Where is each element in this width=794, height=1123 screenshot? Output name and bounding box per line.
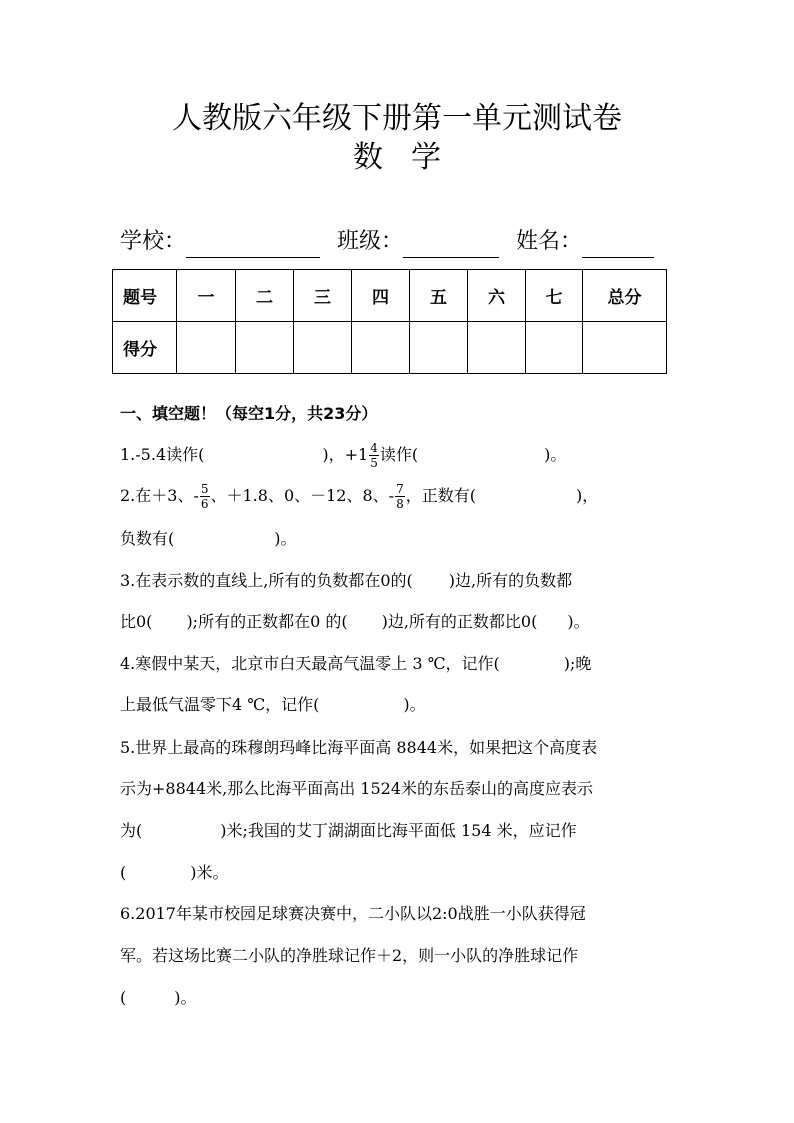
q1-frac-den: 5 <box>370 456 378 470</box>
q5-line4-a: ( <box>120 863 127 882</box>
question-5-line-2: 示为+8844米,那么比海平面高出 1524米的东岳泰山的高度应表示 <box>120 779 594 798</box>
q3-line2-d: )。 <box>567 612 590 631</box>
q2-line2-a: 负数有( <box>120 529 175 548</box>
score-table-header-cell: 二 <box>236 270 294 322</box>
q6-line3-b: )。 <box>174 988 197 1007</box>
question-4-line-2 <box>120 691 426 719</box>
score-cell[interactable] <box>352 322 410 374</box>
score-table-header-label: 题号 <box>113 270 177 322</box>
q1-frac-num: 4 <box>370 441 378 455</box>
q2-frac1-num: 5 <box>200 482 209 496</box>
q3-line1-a: 3.在表示数的直线上,所有的负数都在0的( <box>120 571 413 590</box>
q2-text-c: ，正数有( <box>405 486 476 505</box>
score-table-header-total: 总分 <box>583 270 667 322</box>
score-table-header-row <box>113 270 667 322</box>
q4-line1-b: );晚 <box>563 654 592 673</box>
q6-line3-a: ( <box>120 988 127 1007</box>
name-blank[interactable] <box>582 231 654 258</box>
q2-text-a: 2.在＋3、- <box>120 486 199 505</box>
score-table-header-cell: 七 <box>526 270 583 322</box>
score-row-label: 得分 <box>113 322 177 374</box>
score-cell[interactable] <box>410 322 468 374</box>
school-label: 学校： <box>120 229 187 254</box>
q4-line1-a: 4.寒假中某天，北京市白天最高气温零上 3 ℃，记作( <box>120 654 500 673</box>
score-table <box>112 269 667 374</box>
q2-frac2-num: 7 <box>396 482 404 496</box>
class-label: 班级： <box>337 229 404 254</box>
q5-line3-b: )米;我国的艾丁湖湖面比海平面低 154 米，应记作 <box>220 821 577 840</box>
score-table-header-cell: 五 <box>410 270 468 322</box>
q2-line2-b: )。 <box>274 529 297 548</box>
q2-frac1-den: 6 <box>200 497 209 511</box>
q2-fraction-2 <box>395 482 405 511</box>
q5-line4-b: )米。 <box>190 863 229 882</box>
page-title: 人教版六年级下册第一单元测试卷 <box>172 101 622 136</box>
score-table-header-cell: 六 <box>468 270 526 322</box>
score-table-header-cell: 四 <box>352 270 410 322</box>
score-table-header-cell: 三 <box>294 270 352 322</box>
score-cell[interactable] <box>236 322 294 374</box>
score-table-header-cell: 一 <box>177 270 236 322</box>
subject-title: 数学 <box>353 140 469 175</box>
q5-line3-a: 为( <box>120 821 143 840</box>
q2-frac2-den: 8 <box>396 497 404 511</box>
question-2-line-2 <box>120 525 297 553</box>
q1-text-c: 读作( <box>379 445 419 464</box>
question-4 <box>120 650 591 678</box>
question-5-line-3 <box>120 817 577 845</box>
q1-text-b: )，+1 <box>322 445 369 464</box>
score-total-cell[interactable] <box>583 322 667 374</box>
question-5: 5.世界上最高的珠穆朗玛峰比海平面高 8844米，如果把这个高度表 <box>120 738 598 757</box>
q2-text-b: 、＋1.8、0、－12、8、- <box>210 486 395 505</box>
q1-text-a: 1.-5.4读作( <box>120 445 205 464</box>
question-2 <box>120 482 598 510</box>
question-6-line-3 <box>120 984 197 1012</box>
q3-line1-b: )边,所有的负数都 <box>448 571 573 590</box>
q1-text-d: )。 <box>544 445 567 464</box>
score-table-score-row <box>113 322 667 374</box>
score-cell[interactable] <box>468 322 526 374</box>
q3-line2-a: 比0( <box>120 612 153 631</box>
q2-text-d: )， <box>575 486 599 505</box>
q4-line2-a: 上最低气温零下4 ℃，记作( <box>120 695 320 714</box>
school-blank[interactable] <box>186 231 320 258</box>
q2-fraction-1 <box>200 482 210 511</box>
name-label: 姓名： <box>516 229 583 254</box>
q3-line2-c: )边,所有的正数都比0( <box>381 612 538 631</box>
question-6: 6.2017年某市校园足球赛决赛中，二小队以2:0战胜一小队获得冠 <box>120 904 586 923</box>
question-3 <box>120 567 572 595</box>
question-6-line-2: 军。若这场比赛二小队的净胜球记作＋2，则一小队的净胜球记作 <box>120 946 579 965</box>
question-1 <box>120 441 566 469</box>
q3-line2-b: );所有的正数都在0 的( <box>186 612 348 631</box>
q4-line2-b: )。 <box>403 695 426 714</box>
question-3-line-2 <box>120 608 590 636</box>
student-info-row <box>120 226 654 258</box>
section-heading: 一、填空题！（每空1分，共23分） <box>120 404 378 423</box>
question-5-line-4 <box>120 859 229 887</box>
score-cell[interactable] <box>526 322 583 374</box>
score-cell[interactable] <box>294 322 352 374</box>
score-cell[interactable] <box>177 322 236 374</box>
class-blank[interactable] <box>403 231 499 258</box>
q1-fraction <box>369 441 379 470</box>
